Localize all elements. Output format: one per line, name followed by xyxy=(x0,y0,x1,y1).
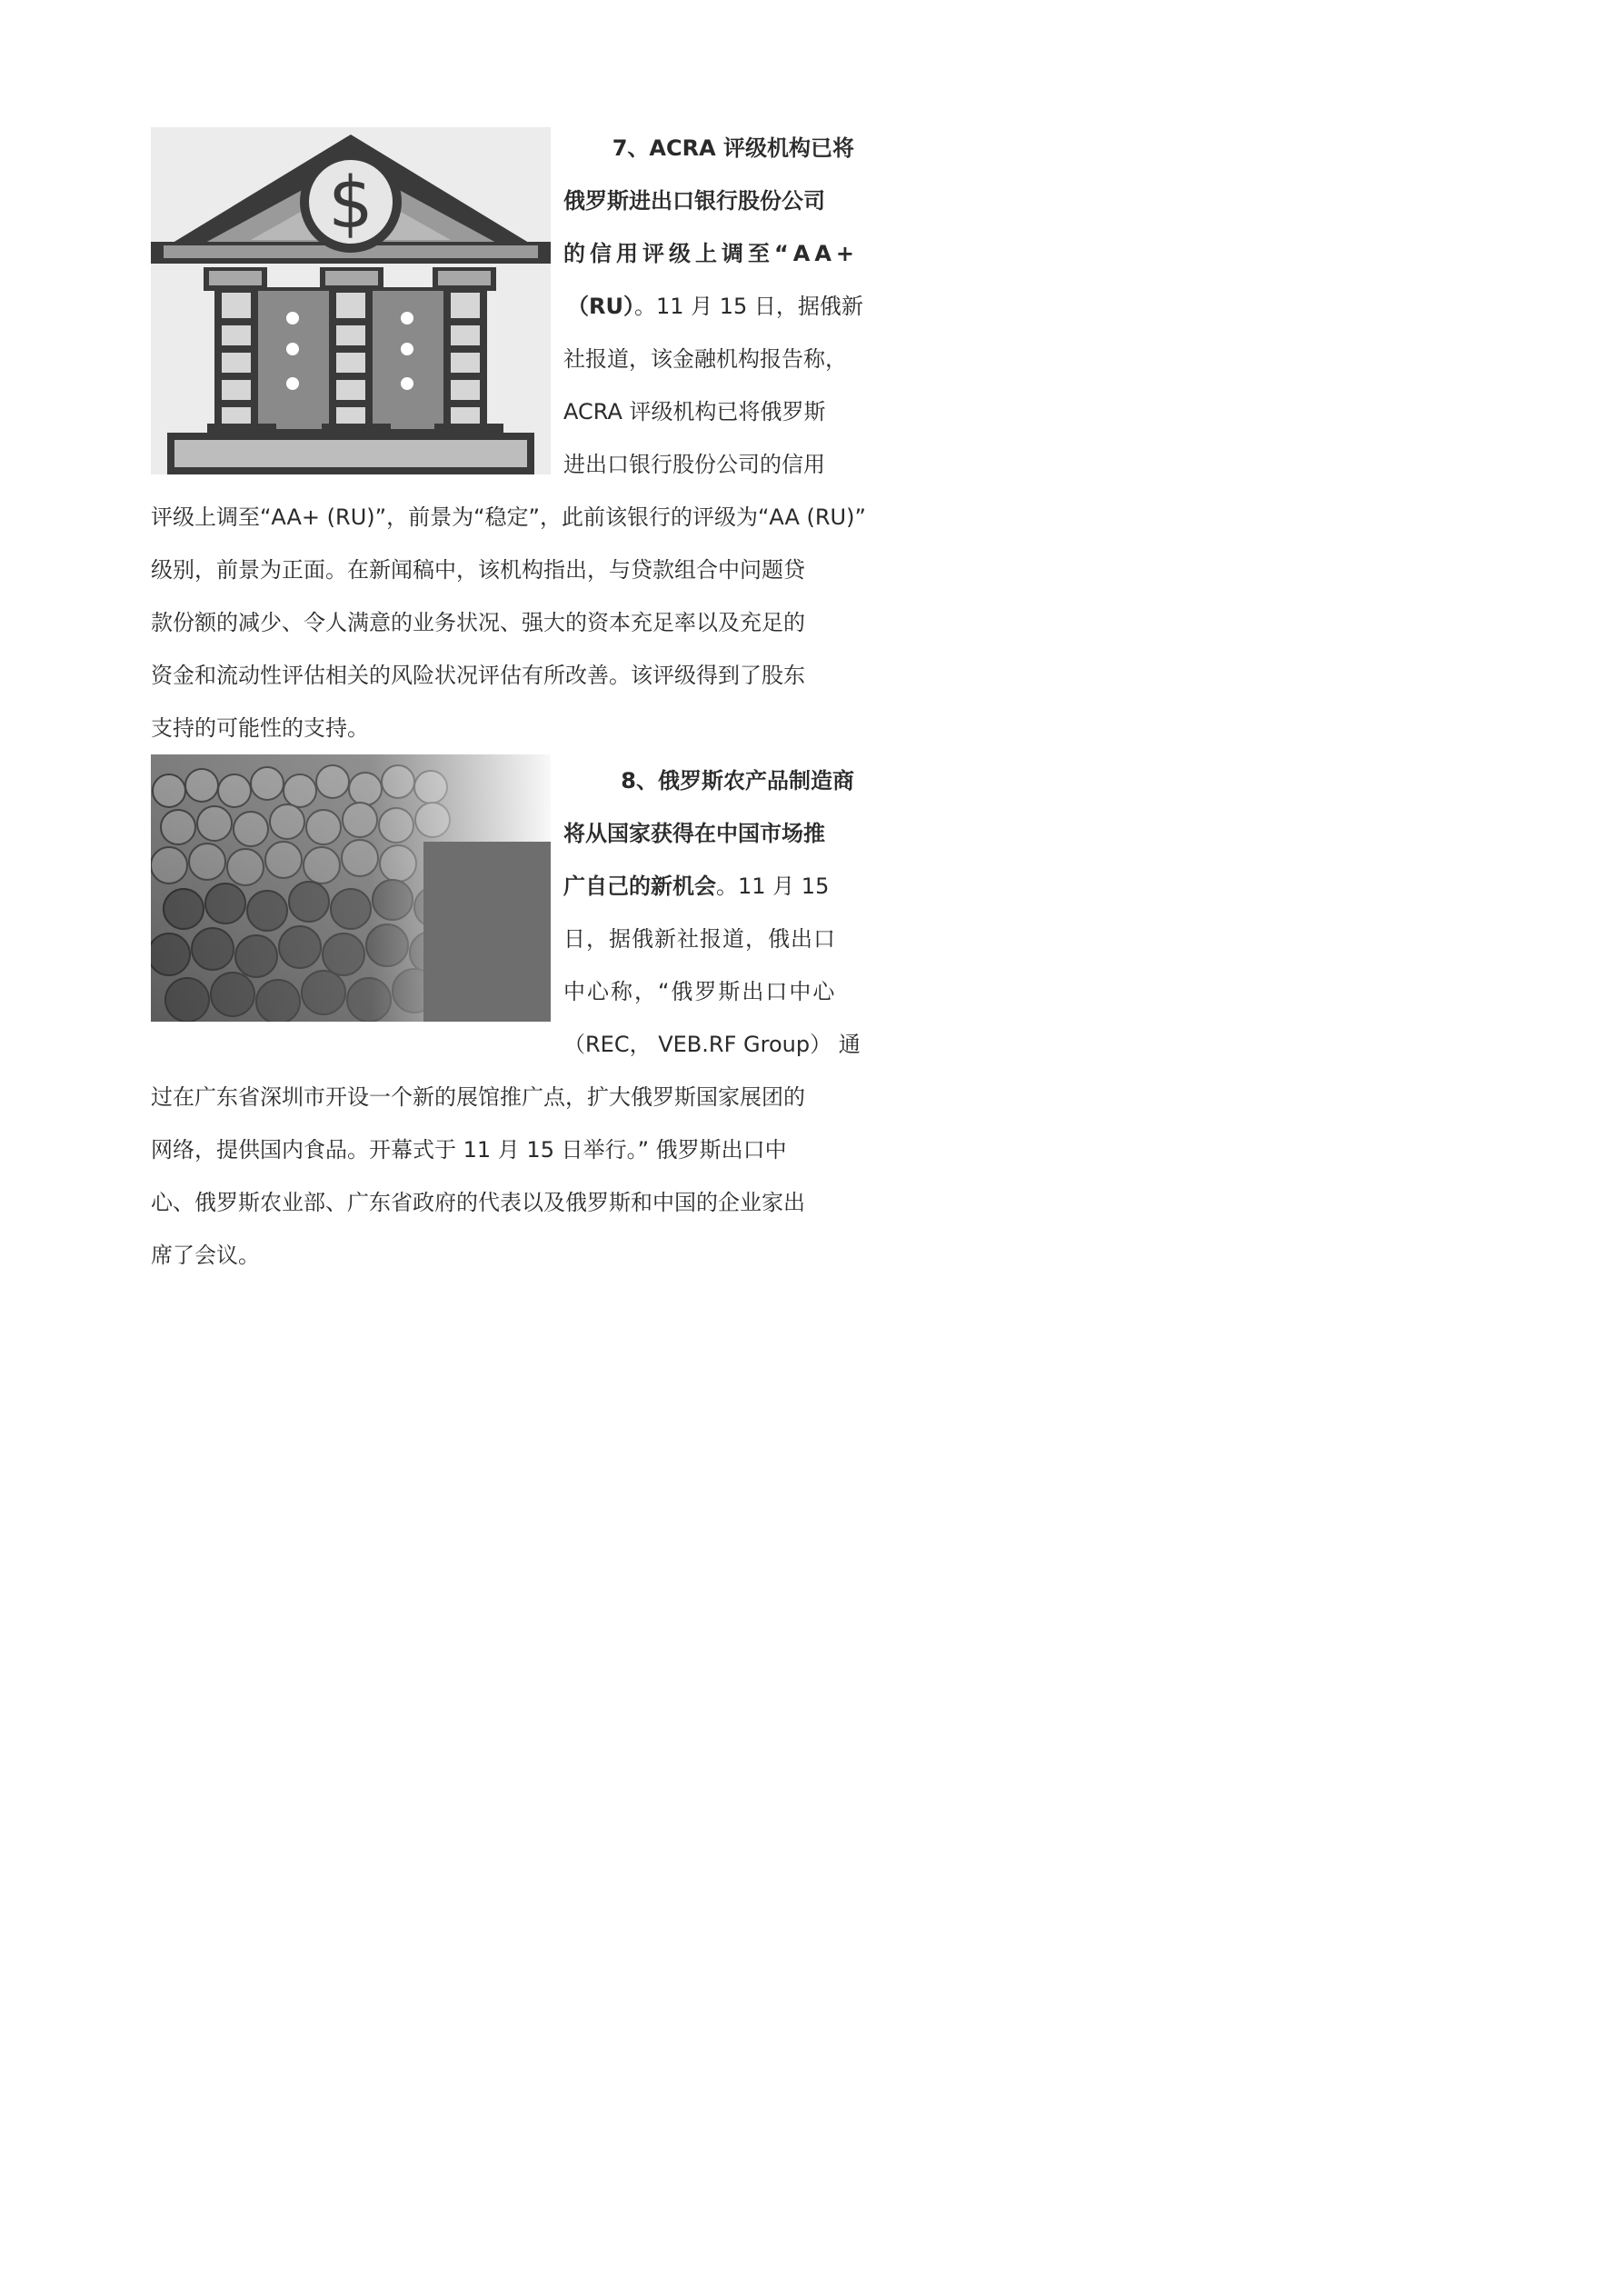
section8-side-line xyxy=(563,767,854,794)
section8-body-part: （REC， VEB.RF Group） 通 xyxy=(563,1032,861,1057)
section7-body-line: 级别，前景为正面。在新闻稿中，该机构指出，与贷款组合中问题贷 xyxy=(151,557,805,583)
section8-heading-part: 将从国家获得在中国市场推 xyxy=(563,821,825,846)
section7-heading-part: 的信用评级上调至“AA+ xyxy=(563,241,860,266)
section7-heading-part: 俄罗斯进出口银行股份公司 xyxy=(563,188,825,214)
section7-heading-part: （RU） xyxy=(567,294,634,319)
section8-body-line: 过在广东省深圳市开设一个新的展馆推广点，扩大俄罗斯国家展团的 xyxy=(151,1084,805,1110)
section7-body-part: 进出口银行股份公司的信用 xyxy=(563,452,825,477)
section8-heading-part: 8、俄罗斯农产品制造商 xyxy=(621,768,854,794)
section8-side-line xyxy=(563,1031,861,1058)
section7-side-line xyxy=(563,398,854,425)
section8-side-line xyxy=(563,873,854,900)
section8-body-part: 日，据俄新社报道，俄出口 xyxy=(563,926,836,952)
section7-body-line: 资金和流动性评估相关的风险状况评估有所改善。该评级得到了股东 xyxy=(151,663,805,688)
section7-body-line: 支持的可能性的支持。 xyxy=(151,715,369,741)
section7-heading-part: 7、ACRA 评级机构已将 xyxy=(612,135,854,161)
bank-building-dollar-icon xyxy=(151,127,551,474)
section7-side-line xyxy=(563,345,854,373)
section8-body-part: 中心称，“俄罗斯出口中心 xyxy=(563,979,837,1004)
section8-side-line xyxy=(563,978,854,1005)
section7-side-line xyxy=(563,451,854,478)
section7-side-line xyxy=(563,135,854,162)
section7-body-part: ACRA 评级机构已将俄罗斯 xyxy=(563,399,826,424)
section7-side-line xyxy=(563,240,860,267)
section7-body-line: 评级上调至“AA+ (RU)”，前景为“稳定”，此前该银行的评级为“AA (RU)” xyxy=(151,504,866,530)
section7-side-line xyxy=(567,293,863,320)
fruit-market-photo xyxy=(151,754,551,1022)
section7-side-line xyxy=(563,187,854,215)
section8-body-line: 席了会议。 xyxy=(151,1243,260,1268)
section8-side-line xyxy=(563,820,854,847)
section7-body-line: 款份额的减少、令人满意的业务状况、强大的资本充足率以及充足的 xyxy=(151,610,805,635)
section7-body-part: 。11 月 15 日，据俄新 xyxy=(633,294,863,319)
section8-side-line xyxy=(563,925,854,953)
section7-body-part: 社报道，该金融机构报告称， xyxy=(563,346,847,372)
section8-heading-part: 广自己的新机会 xyxy=(563,873,716,899)
section8-body-line: 心、俄罗斯农业部、广东省政府的代表以及俄罗斯和中国的企业家出 xyxy=(151,1190,805,1215)
svg-text:$: $ xyxy=(328,163,373,245)
section8-body-part: 。11 月 15 xyxy=(716,873,830,899)
section8-body-line: 网络，提供国内食品。开幕式于 11 月 15 日举行。” 俄罗斯出口中 xyxy=(151,1137,787,1163)
